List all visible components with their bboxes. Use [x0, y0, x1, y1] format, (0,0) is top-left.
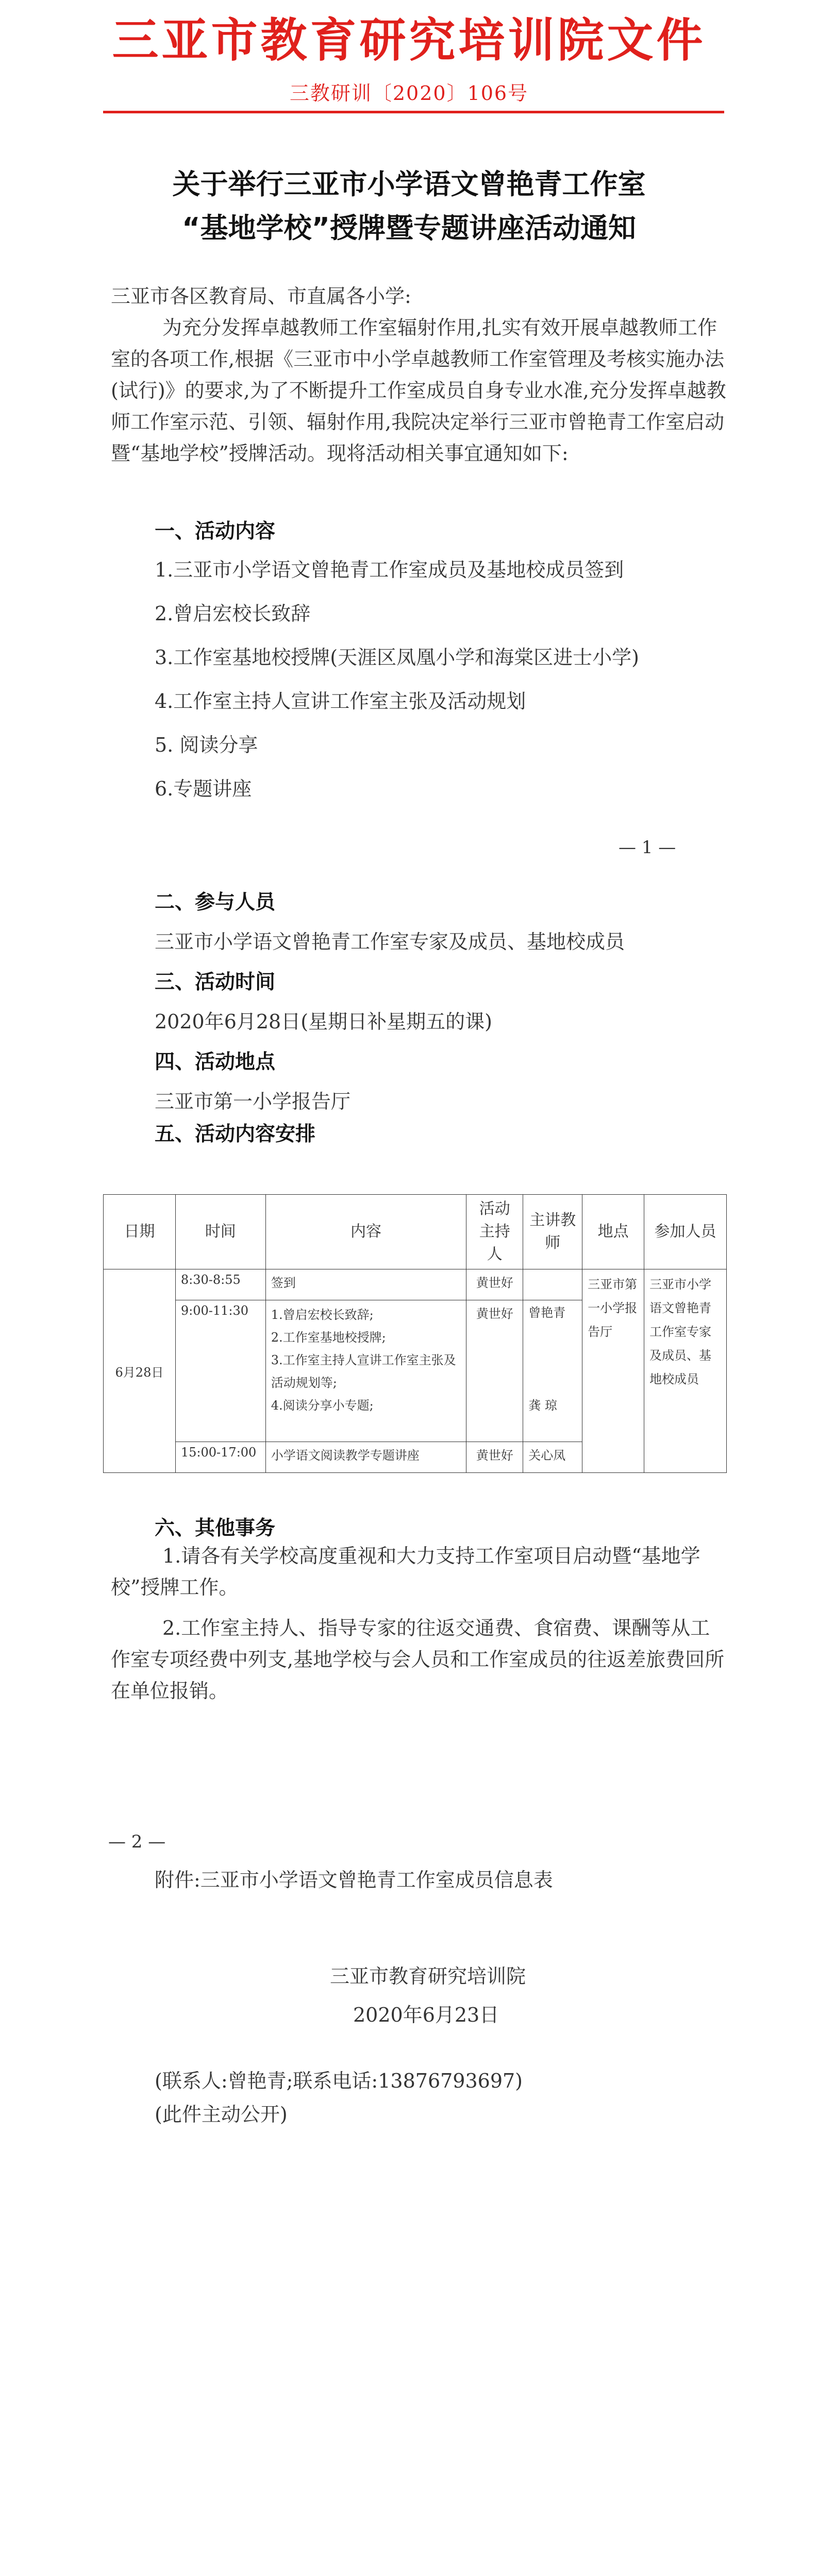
content-line: 1.曾启宏校长致辞; — [271, 1308, 374, 1322]
time-cell: 15:00-17:00 — [175, 1442, 265, 1473]
column-header: 地点 — [582, 1195, 644, 1269]
section4-heading: 四、活动地点 — [155, 1050, 276, 1074]
participants-text: 三亚市小学语文曾艳青工作室专家及成员、基地校成员 — [155, 930, 625, 953]
date-cell: 6月28日 — [104, 1269, 176, 1473]
column-header: 日期 — [104, 1195, 176, 1269]
section3-heading: 三、活动时间 — [155, 971, 276, 994]
table-header-row — [104, 1195, 727, 1269]
column-header: 内容 — [265, 1195, 466, 1269]
signature-org: 三亚市教育研究培训院 — [330, 1965, 526, 1988]
contact-info: (联系人:曾艳青;联系电话:13876793697) — [155, 2070, 523, 2092]
activity-item: 6.专题讲座 — [155, 777, 252, 800]
time-cell: 8:30-8:55 — [175, 1269, 265, 1300]
intro-paragraph: 为充分发挥卓越教师工作室辐射作用,扎实有效开展卓越教师工作室的各项工作,根据《三亚市中小学卓越教师工作室管理及考核实施办法(试行)》的要求,为了不断提升工作室成员自身专业水准,充分发挥卓越教师工作室示范、引领、辐射作用,我院决定举行三亚市曾艳青工作室启动暨“基地学校”授牌活动。现将活动相关事宜通知如下: — [111, 316, 726, 465]
activity-item: 1.三亚市小学语文曾艳青工作室成员及基地校成员签到 — [155, 558, 624, 581]
document-title-line1: 关于举行三亚市小学语文曾艳青工作室 — [172, 168, 646, 200]
schedule-table — [103, 1194, 727, 1473]
activity-item: 5. 阅读分享 — [155, 734, 258, 756]
host-cell: 黄世好 — [466, 1300, 523, 1442]
header-divider — [103, 111, 724, 113]
content-cell: 小学语文阅读教学专题讲座 — [265, 1442, 466, 1473]
speaker-cell — [523, 1269, 582, 1300]
host-cell: 黄世好 — [466, 1269, 523, 1300]
speaker-cell: 关心凤 — [523, 1442, 582, 1473]
page-number: — 2 — — [108, 1832, 166, 1852]
salutation: 三亚市各区教育局、市直属各小学: — [111, 285, 411, 308]
section6-heading: 六、其他事务 — [155, 1517, 276, 1540]
activity-time-text: 2020年6月28日(星期日补星期五的课) — [155, 1010, 492, 1033]
content-line: 2.工作室基地校授牌; — [271, 1330, 386, 1345]
activity-item: 2.曾启宏校长致辞 — [155, 602, 311, 625]
section1-heading: 一、活动内容 — [155, 520, 276, 543]
column-header: 参加人员 — [644, 1195, 727, 1269]
activity-item: 4.工作室主持人宣讲工作室主张及活动规划 — [155, 690, 526, 713]
other-item: 2.工作室主持人、指导专家的往返交通费、食宿费、课酬等从工作室专项经费中列支,基地学校与会人员和工作室成员的往返差旅费回所在单位报销。 — [111, 1617, 725, 1702]
issuing-org-title: 三亚市教育研究培训院文件 — [112, 13, 706, 67]
section5-heading: 五、活动内容安排 — [155, 1123, 316, 1146]
attachment-note: 附件:三亚市小学语文曾艳青工作室成员信息表 — [155, 1869, 553, 1891]
column-header: 主讲教师 — [523, 1195, 582, 1269]
page-number: — 1 — — [619, 837, 676, 858]
content-line: 3.工作室主持人宣讲工作室主张及活动规划等; — [271, 1353, 456, 1390]
document-number: 三教研训〔2020〕106号 — [289, 82, 529, 105]
column-header: 活动主持人 — [466, 1195, 523, 1269]
section2-heading: 二、参与人员 — [155, 891, 276, 914]
public-note: (此件主动公开) — [155, 2103, 288, 2126]
column-header: 时间 — [175, 1195, 265, 1269]
activity-location-text: 三亚市第一小学报告厅 — [155, 1090, 351, 1113]
location-cell: 三亚市第一小学报告厅 — [582, 1269, 644, 1473]
content-cell — [265, 1300, 466, 1442]
participants-cell: 三亚市小学语文曾艳青工作室专家及成员、基地校成员 — [644, 1269, 727, 1473]
activity-item: 3.工作室基地校授牌(天涯区凤凰小学和海棠区进士小学) — [155, 646, 639, 669]
time-cell: 9:00-11:30 — [175, 1300, 265, 1442]
table-row — [104, 1269, 727, 1300]
content-line: 4.阅读分享小专题; — [271, 1398, 374, 1413]
host-cell: 黄世好 — [466, 1442, 523, 1473]
speaker-cell: 曾艳青 龚 琼 — [523, 1300, 582, 1442]
signature-date: 2020年6月23日 — [353, 2004, 499, 2026]
document-title-line2: “基地学校”授牌暨专题讲座活动通知 — [182, 212, 636, 244]
other-item: 1.请各有关学校高度重视和大力支持工作室项目启动暨“基地学校”授牌工作。 — [111, 1545, 700, 1599]
content-cell: 签到 — [265, 1269, 466, 1300]
